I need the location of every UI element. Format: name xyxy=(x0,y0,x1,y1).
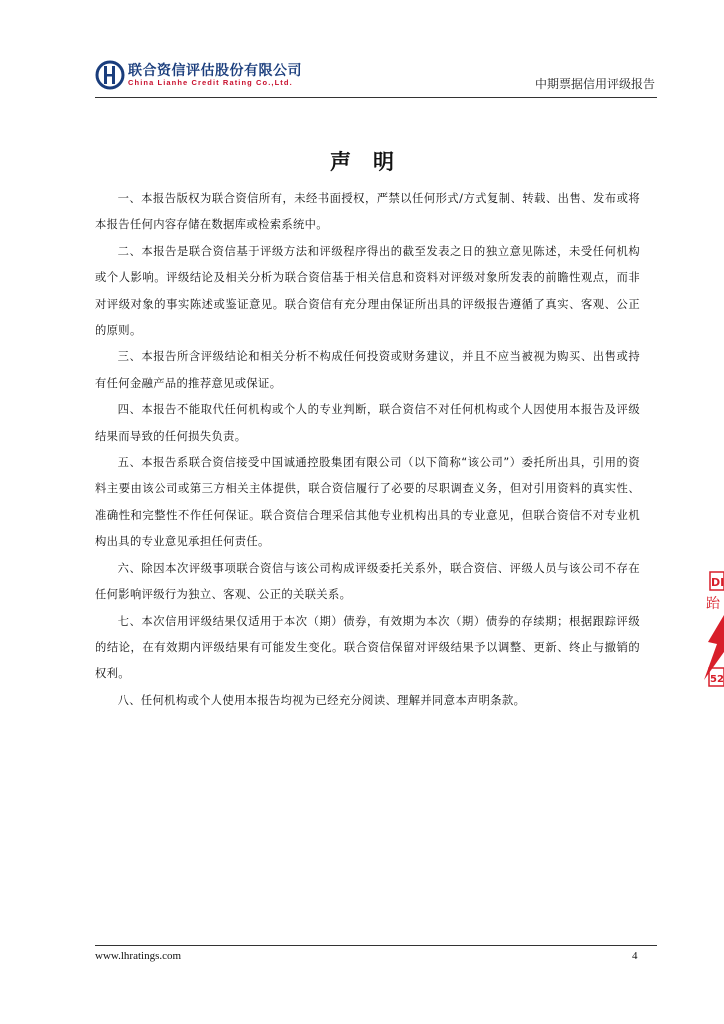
statement-body xyxy=(95,186,640,714)
statement-paragraph-6: 六、除因本次评级事项联合资信与该公司构成评级委托关系外，联合资信、评级人员与该公司不存在任何影响评级行为独立、客观、公正的关联关系。 xyxy=(95,561,640,602)
page-number: 4 xyxy=(632,950,638,962)
page-header xyxy=(95,57,657,95)
stamp-bottom-text: 52 xyxy=(710,674,724,685)
statement-paragraph-4: 四、本报告不能取代任何机构或个人的专业判断，联合资信不对任何机构或个人因使用本报告及评级结果而导致的任何损失负责。 xyxy=(95,403,640,443)
company-name-cn: 联合资信评估股份有限公司 xyxy=(128,63,302,79)
footer-website: www.lhratings.com xyxy=(95,950,182,962)
company-logo-icon xyxy=(95,60,125,90)
page-title: 声明 xyxy=(330,149,416,174)
statement-paragraph-1: 一、本报告版权为联合资信所有，未经书面授权，严禁以任何形式/方式复制、转载、出售、发布或将本报告任何内容存储在数据库或检索系统中。 xyxy=(95,192,640,232)
company-name-en: China Lianhe Credit Rating Co.,Ltd. xyxy=(128,78,293,87)
partial-seal-stamp xyxy=(700,560,724,700)
statement-paragraph-5: 五、本报告系联合资信接受中国诚通控股集团有限公司（以下简称“该公司”）委托所出具，引用的资料主要由该公司或第三方相关主体提供，联合资信履行了必要的尽职调查义务，但对引用资料的真实性、准确性和完整性不作任何保证。联合资信合理采信其他专业机构出具的专业意见，但联合资信不对专业机构出具的专业意见承担任何责任。 xyxy=(95,456,640,549)
statement-paragraph-8: 八、任何机构或个人使用本报告均视为已经充分阅读、理解并同意本声明条款。 xyxy=(117,693,526,707)
stamp-mid-text: 跆 xyxy=(706,596,720,612)
report-type-label: 中期票据信用评级报告 xyxy=(534,77,655,91)
footer-divider xyxy=(95,945,657,946)
header-divider xyxy=(95,97,657,98)
statement-paragraph-2: 二、本报告是联合资信基于评级方法和评级程序得出的截至发表之日的独立意见陈述，未受任何机构或个人影响。评级结论及相关分析为联合资信基于相关信息和资料对评级对象所发表的前瞻性观点，而非对评级对象的事实陈述或鉴证意见。联合资信有充分理由保证所出具的评级报告遵循了真实、客观、公正的原则。 xyxy=(95,244,640,338)
statement-paragraph-3: 三、本报告所含评级结论和相关分析不构成任何投资或财务建议，并且不应当被视为购买、出售或持有任何金融产品的推荐意见或保证。 xyxy=(95,350,640,390)
stamp-top-text: DI xyxy=(711,576,724,589)
statement-paragraph-7: 七、本次信用评级结果仅适用于本次（期）债券，有效期为本次（期）债券的存续期；根据跟踪评级的结论，在有效期内评级结果有可能发生变化。联合资信保留对评级结果予以调整、更新、终止与撤销的权利。 xyxy=(95,614,640,681)
